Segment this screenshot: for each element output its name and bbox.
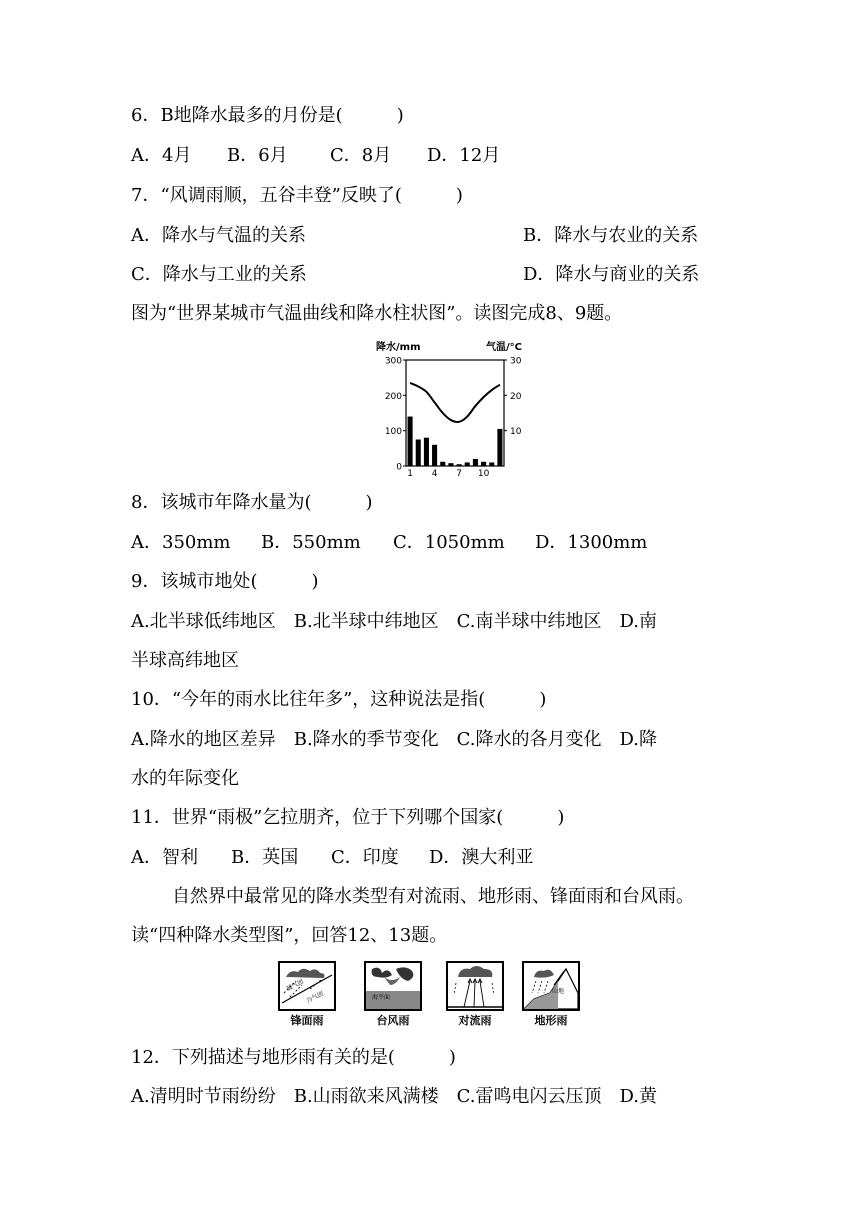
typhoon-rain-illustration: [364, 961, 422, 1011]
month-tick-label: 1: [407, 469, 413, 478]
q6-option-a: A．4月: [131, 145, 192, 166]
intro-8-9: 图为“世界某城市气温曲线和降水柱状图”。读图完成8、9题。: [131, 303, 623, 324]
rain-type-orographic: [522, 961, 580, 1027]
q11-option-d: D．澳大利亚: [429, 847, 534, 868]
warm-air-label: 暖气团: [285, 978, 305, 993]
precip-bar-month-2: [416, 440, 421, 467]
rain-type-label-typhoon: 台风雨: [376, 1014, 410, 1027]
intro-12-13-line2: 读“四种降水类型图”，回答12、13题。: [131, 925, 448, 946]
q11-option-a: A．智利: [131, 847, 198, 868]
precip-tick-label: 200: [384, 391, 402, 402]
q7-option-b: B．降水与农业的关系: [523, 225, 699, 246]
q7-stem: 7．“风调雨顺，五谷丰登”反映了( ): [131, 185, 463, 206]
temperature-curve: [410, 383, 500, 422]
q8-option-b: B．550mm: [261, 532, 361, 553]
q9-stem: 9．该城市地处( ): [131, 571, 319, 592]
rain-type-label-convective: 对流雨: [458, 1014, 492, 1027]
intro-12-13-line1: 自然界中最常见的降水类型有对流雨、地形雨、锋面雨和台风雨。: [172, 886, 694, 907]
temp-tick-label: 20: [510, 391, 522, 402]
q7-option-a: A．降水与气温的关系: [131, 225, 306, 246]
precip-bar-month-9: [473, 459, 478, 466]
month-tick-label: 7: [456, 469, 462, 478]
q8-option-d: D．1300mm: [535, 532, 648, 553]
climate-chart: [372, 338, 532, 478]
month-tick-label: 4: [431, 469, 438, 478]
precip-bar-month-4: [432, 445, 437, 466]
q11-stem: 11．世界“雨极”乞拉朋齐，位于下列哪个国家( ): [131, 807, 565, 828]
q8-stem: 8．该城市年降水量为( ): [131, 492, 373, 513]
q6-stem: 6．B地降水最多的月份是( ): [131, 105, 404, 126]
q8-option-c: C．1050mm: [393, 532, 505, 553]
q8-option-a: A．350mm: [131, 532, 231, 553]
q11-option-b: B．英国: [231, 847, 299, 868]
frontal-rain-illustration: [278, 961, 336, 1011]
q6-option-d: D．12月: [427, 145, 501, 166]
rain-type-convective: [446, 961, 504, 1027]
q9-options-line1: A.北半球低纬地区 B.北半球中纬地区 C.南半球中纬地区 D.南: [131, 611, 658, 632]
q7-option-c: C．降水与工业的关系: [131, 264, 307, 285]
q11-option-c: C．印度: [331, 847, 399, 868]
convective-rain-illustration: [446, 961, 504, 1011]
precip-bar-month-3: [424, 438, 429, 466]
precip-bar-month-12: [497, 429, 502, 466]
q7-option-d: D．降水与商业的关系: [523, 264, 700, 285]
q12-options-line1: A.清明时节雨纷纷 B.山雨欲来风满楼 C.雷鸣电闪云压顶 D.黄: [131, 1086, 658, 1107]
q10-options-line1: A.降水的地区差异 B.降水的季节变化 C.降水的各月变化 D.降: [131, 729, 658, 750]
rain-type-frontal: [278, 961, 336, 1027]
precip-bar-month-1: [408, 417, 413, 466]
precip-axis-label: 降水/mm: [376, 342, 421, 353]
mountain-label: 山地: [552, 988, 565, 995]
precip-tick-label: 0: [396, 462, 402, 473]
precip-bar-month-10: [481, 462, 486, 466]
rain-type-label-orographic: 地形雨: [534, 1014, 568, 1027]
q10-options-line2: 水的年际变化: [131, 768, 239, 789]
rain-type-label-frontal: 锋面雨: [290, 1014, 324, 1027]
precip-bar-month-5: [440, 462, 445, 466]
sea-level-label: 海平面: [372, 994, 391, 1001]
temp-tick-label: 30: [510, 356, 522, 367]
precip-tick-label: 300: [384, 356, 402, 367]
q10-stem: 10．“今年的雨水比往年多”，这种说法是指( ): [131, 689, 547, 710]
month-tick-label: 10: [477, 469, 490, 478]
q12-stem: 12．下列描述与地形雨有关的是( ): [131, 1047, 456, 1068]
orographic-rain-illustration: [522, 961, 580, 1011]
temp-axis-label: 气温/°C: [486, 342, 522, 353]
q9-options-line2: 半球高纬地区: [131, 650, 239, 671]
rain-type-typhoon: [364, 961, 422, 1027]
precip-tick-label: 100: [384, 427, 402, 438]
q6-option-b: B．6月: [227, 145, 288, 166]
temp-tick-label: 10: [510, 427, 522, 438]
cold-air-label: 冷气团: [305, 990, 325, 1005]
q6-option-c: C．8月: [330, 145, 392, 166]
